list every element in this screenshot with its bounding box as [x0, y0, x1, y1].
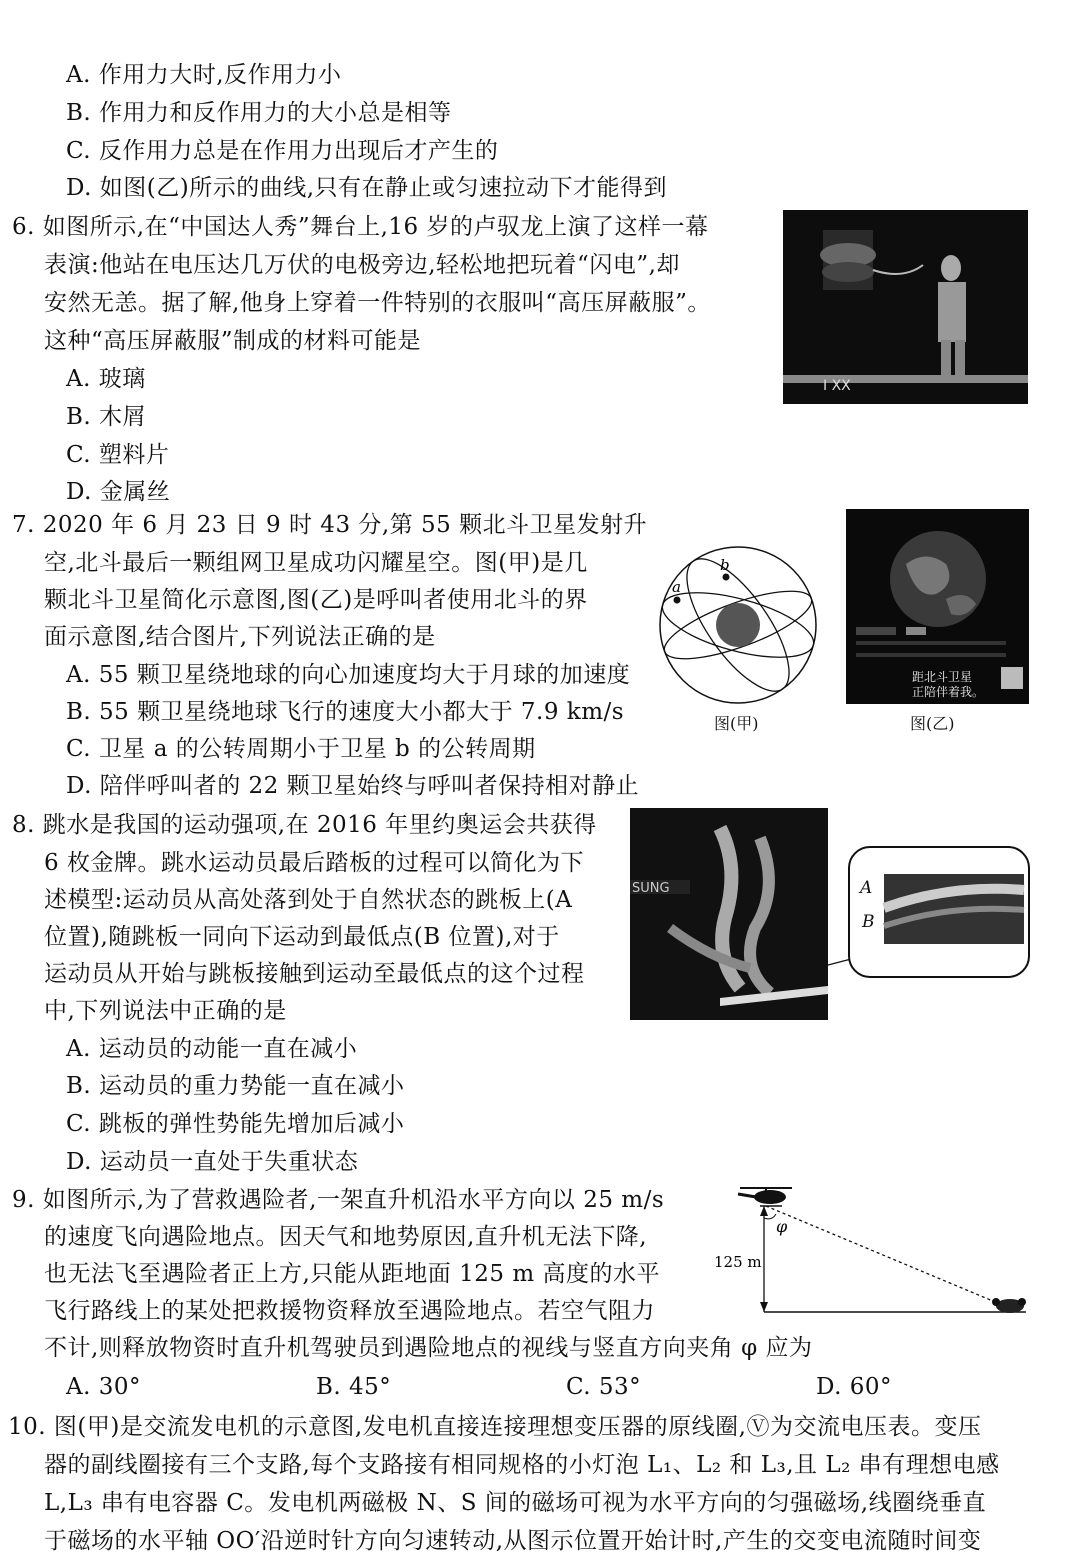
q6-stem-line3: 安然无恙。据了解,他身上穿着一件特别的衣服叫“高压屏蔽服”。 [44, 290, 711, 316]
q9-stem-line1: 9. 如图所示,为了营救遇险者,一架直升机沿水平方向以 25 m/s [12, 1187, 665, 1213]
helicopter-icon [738, 1188, 792, 1206]
position-b-label: B [862, 912, 875, 932]
q7-option-d: D. 陪伴呼叫者的 22 颗卫星始终与呼叫者保持相对静止 [66, 773, 640, 799]
q8-stem-line3: 述模型:运动员从高处落到处于自然状态的跳板上(A [44, 887, 573, 913]
q6-option-b: B. 木屑 [66, 404, 147, 430]
q7-option-a: A. 55 颗卫星绕地球的向心加速度均大于月球的加速度 [66, 662, 631, 688]
svg-text:SUNG: SUNG [632, 881, 670, 896]
q9-stem-line4: 飞行路线上的某处把救援物资释放至遇险地点。若空气阻力 [44, 1298, 655, 1324]
q9-option-d: D. 60° [816, 1374, 893, 1400]
q7-option-b: B. 55 颗卫星绕地球飞行的速度大小都大于 7.9 km/s [66, 699, 625, 725]
q9-stem-line2: 的速度飞向遇险地点。因天气和地势原因,直升机无法下降, [44, 1224, 648, 1250]
beidou-phone-screenshot [846, 509, 1029, 704]
svg-text:I XX: I XX [823, 378, 851, 394]
height-label: 125 m [714, 1253, 762, 1271]
q6-option-c: C. 塑料片 [66, 442, 170, 468]
satellite-b-label: b [720, 556, 730, 574]
q6-stem-line4: 这种“高压屏蔽服”制成的材料可能是 [44, 328, 422, 354]
q7-stem-line1: 7. 2020 年 6 月 23 日 9 时 43 分,第 55 颗北斗卫星发射升 [12, 512, 648, 538]
angle-phi-label: φ [776, 1217, 788, 1236]
q9-option-a: A. 30° [66, 1374, 141, 1400]
q6-option-a: A. 玻璃 [66, 366, 146, 392]
phone-text-line1: 距北斗卫星 [912, 670, 973, 684]
figure-yi-caption: 图(乙) [910, 714, 955, 733]
q8-option-a: A. 运动员的动能一直在减小 [66, 1036, 358, 1062]
helicopter-rescue-diagram [710, 1178, 1030, 1323]
q7-stem-line3: 颗北斗卫星简化示意图,图(乙)是呼叫者使用北斗的界 [44, 587, 588, 613]
q8-stem-line1: 8. 跳水是我国的运动强项,在 2016 年里约奥运会共获得 [12, 812, 597, 838]
rescue-site-icon [992, 1298, 1026, 1313]
q5-option-b: B. 作用力和反作用力的大小总是相等 [66, 100, 452, 126]
q5-option-d: D. 如图(乙)所示的曲线,只有在静止或匀速拉动下才能得到 [66, 175, 667, 201]
q6-stem-line1: 6. 如图所示,在“中国达人秀”舞台上,16 岁的卢驭龙上演了这样一幕 [12, 214, 709, 240]
q7-option-c: C. 卫星 a 的公转周期小于卫星 b 的公转周期 [66, 736, 536, 762]
position-a-label: A [860, 878, 873, 898]
q6-option-d: D. 金属丝 [66, 479, 171, 505]
q9-stem-line3: 也无法飞至遇险者正上方,只能从距地面 125 m 高度的水平 [44, 1261, 660, 1287]
q8-option-d: D. 运动员一直处于失重状态 [66, 1149, 359, 1175]
q10-stem-line1: 10. 图(甲)是交流发电机的示意图,发电机直接连接理想变压器的原线圈,Ⓥ为交流电压表。变压 [8, 1414, 982, 1440]
q8-stem-line6: 中,下列说法中正确的是 [44, 998, 287, 1024]
phone-text-line2: 正陪伴着我。 [912, 685, 985, 699]
q8-option-b: B. 运动员的重力势能一直在减小 [66, 1073, 405, 1099]
springboard-zoom-bubble [848, 846, 1030, 978]
figure-jia-caption: 图(甲) [714, 714, 759, 733]
q9-option-b: B. 45° [316, 1374, 392, 1400]
springboard-closeup-image [850, 848, 1028, 976]
q5-option-c: C. 反作用力总是在作用力出现后才产生的 [66, 138, 499, 164]
q10-stem-line2: 器的副线圈接有三个支路,每个支路接有相同规格的小灯泡 L₁、L₂ 和 L₃,且 L₂ 串有理想电感 [44, 1452, 1000, 1478]
q8-stem-line4: 位置),随跳板一同向下运动到最低点(B 位置),对于 [44, 924, 560, 950]
q10-stem-line4: 于磁场的水平轴 OO′沿逆时针方向匀速转动,从图示位置开始计时,产生的交变电流随时间变 [44, 1528, 982, 1554]
q7-stem-line4: 面示意图,结合图片,下列说法正确的是 [44, 624, 436, 650]
q8-stem-line2: 6 枚金牌。跳水运动员最后踏板的过程可以简化为下 [44, 850, 584, 876]
stage-performer-image [783, 210, 1028, 404]
q9-stem-line5: 不计,则释放物资时直升机驾驶员到遇险地点的视线与竖直方向夹角 φ 应为 [44, 1335, 813, 1361]
q6-stem-line2: 表演:他站在电压达几万伏的电极旁边,轻松地把玩着“闪电”,却 [44, 252, 680, 278]
q6-stage-photo [783, 210, 1028, 404]
q9-option-c: C. 53° [566, 1374, 642, 1400]
q8-option-c: C. 跳板的弹性势能先增加后减小 [66, 1111, 405, 1137]
q10-stem-line3: L,L₃ 串有电容器 C。发电机两磁极 N、S 间的磁场可视为水平方向的匀强磁场,线圈绕垂直 [44, 1490, 987, 1516]
satellite-a-label: a [672, 578, 681, 596]
q8-stem-line5: 运动员从开始与跳板接触到运动至最低点的这个过程 [44, 961, 585, 987]
q7-stem-line2: 空,北斗最后一颗组网卫星成功闪耀星空。图(甲)是几 [44, 550, 588, 576]
q5-option-a: A. 作用力大时,反作用力小 [66, 62, 342, 88]
satellite-orbit-diagram [654, 540, 822, 710]
zoom-connector-line [770, 950, 860, 990]
